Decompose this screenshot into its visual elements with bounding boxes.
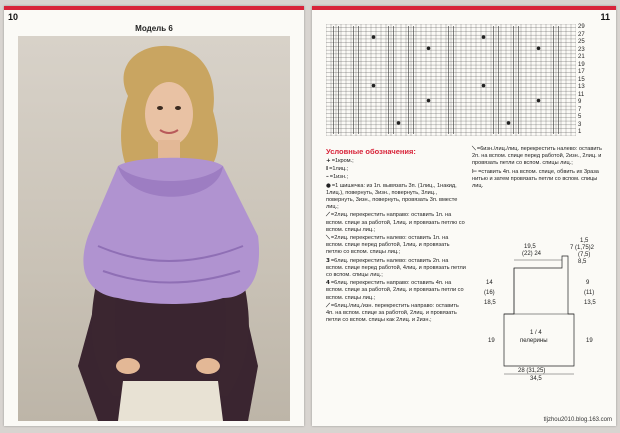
legend-symbol: + — [326, 158, 331, 164]
bobble-mark — [427, 99, 431, 103]
bobble-mark — [537, 46, 541, 50]
legend-symbol: ● — [326, 182, 331, 189]
model-photo — [18, 36, 290, 421]
schema-top-width: 19,5 — [524, 244, 536, 250]
row-number: 23 — [578, 46, 585, 53]
bobble-mark — [482, 35, 486, 39]
left-page-number: 10 — [8, 12, 19, 22]
row-number: 19 — [578, 61, 585, 68]
bobble-mark — [537, 99, 541, 103]
legend-symbol: ⟋ — [326, 212, 330, 219]
schema-right-top: 1,5 — [580, 238, 589, 244]
row-number: 9 — [578, 99, 582, 105]
row-number: 29 — [578, 24, 585, 30]
legend-symbol: 4 — [326, 280, 330, 287]
row-number: 1 — [578, 129, 582, 135]
left-page — [4, 6, 304, 426]
row-number: 27 — [578, 31, 585, 38]
bobble-mark — [482, 84, 486, 88]
legend-column-left — [326, 158, 466, 325]
legend-entry: 3=6лиц. перекрестить налево: оставить 2п. на вспом. спице перед работой, 4лиц. и провязать петли со вспом. спицы лиц.; — [326, 257, 466, 279]
schema-center-label-2: пелерины — [520, 338, 548, 344]
bobble-mark — [372, 35, 376, 39]
bobble-mark — [397, 121, 401, 125]
schema-right-top-3: (7,5) — [578, 252, 591, 258]
bobble-mark — [507, 121, 511, 125]
knitting-chart-grid — [326, 24, 576, 136]
right-page — [312, 6, 616, 426]
legend-symbol: ⊢ — [472, 168, 478, 175]
legend-entry: ⟋=6лиц./лиц./изн. перекрестить направо: оставить 4п. на вспом. спице за работой, 2лиц. и провязать петли со вспом. спицы как 2лиц. и 2изн.; — [326, 302, 459, 324]
row-number: 13 — [578, 84, 585, 90]
legend-entry: ⟋=2лиц. перекрестить направо: оставить 1п. на вспом. спице за работой, 1лиц. и провязать петлю со вспом. спицы лиц.; — [326, 212, 465, 233]
legend-column-right — [472, 146, 608, 191]
schema-right-height: 9 — [586, 280, 590, 286]
schema-left-low: 19 — [488, 338, 495, 344]
legend-symbol: ⟍ — [472, 146, 476, 152]
schema-top-width-sizes: (22) 24 — [522, 251, 542, 257]
right-header-bar — [312, 6, 616, 10]
schema-left-height: 14 — [486, 280, 493, 286]
knitting-chart — [326, 24, 594, 136]
schema-left-height-2: (16) — [484, 290, 495, 296]
right-page-number: 11 — [600, 12, 610, 22]
model-title: Модель 6 — [135, 24, 173, 33]
schema-center-label: 1 / 4 — [530, 330, 542, 336]
legend-entry: 4=6лиц. перекрестить направо: оставить 4п. на вспом. спице за работой, 2лиц. и провязать петли со вспом. спицы лиц.; — [326, 280, 464, 301]
row-number: 11 — [578, 91, 585, 98]
schema-right-height-3: 13,5 — [584, 300, 596, 306]
model-photo-illustration — [18, 36, 290, 421]
schema-bottom-width: 28 (31,25) — [518, 368, 546, 374]
row-number: 21 — [578, 54, 585, 60]
legend-entry: +=1кром.; — [326, 158, 354, 164]
bobble-mark — [427, 46, 431, 50]
row-number: 15 — [578, 76, 585, 83]
legend-symbol: I — [326, 166, 329, 173]
legend-symbol: – — [326, 174, 329, 181]
left-header-bar — [4, 6, 304, 10]
legend-symbol: 3 — [326, 257, 330, 264]
schema-left-height-3: 18,5 — [484, 300, 496, 306]
schema-right-top-4: 8,5 — [578, 259, 587, 265]
row-number: 7 — [578, 106, 582, 113]
schema-right-top-2: 7 (1,75)2 — [570, 245, 595, 251]
row-number: 25 — [578, 39, 585, 45]
legend-entry: ⊢=ставить 4п. на вспом. спице, обвить их 3раза нитью и затем провязать петли со вспом. спицы лиц. — [472, 168, 599, 190]
legend-entry: ●=1 шишечка: из 1п. вывязать 3п. (1лиц., 1накид, 1лиц.), повернуть, 3изн., повернуть, 3лиц., повернуть, 3изн., повернуть, провязать 3п. вместе лиц.; — [326, 182, 458, 211]
row-number: 17 — [578, 69, 585, 75]
schema-bottom-width-2: 34,5 — [530, 376, 542, 382]
legend-symbol: ⟍ — [326, 235, 330, 242]
row-number: 5 — [578, 114, 582, 120]
schema-right-low: 19 — [586, 338, 593, 344]
schema-right-height-2: (11) — [584, 290, 595, 296]
legend-entry: ⟍=6изн./лиц./лиц. перекрестить налево: оставить 2п. на вспом. спице перед работой, 2изн., 2лиц. и провязать петли со вспом. спицы лиц.; — [472, 146, 602, 167]
chart-row-numbers — [578, 24, 594, 136]
legend-entry: I=1лиц.; — [326, 166, 349, 173]
legend-title: Условные обозначения: — [326, 147, 416, 156]
watermark: tljzhou2010.blog.163.com — [543, 417, 612, 423]
legend-entry: ⟍=2лиц. перекрестить налево: оставить 1п. на вспом. спице перед работой, 1лиц. и провязать петлю со вспом. спицы лиц.; — [326, 235, 450, 256]
row-number: 3 — [578, 121, 582, 128]
legend-symbol: ⟋ — [326, 302, 330, 309]
pattern-schema — [484, 238, 604, 394]
bobble-mark — [372, 84, 376, 88]
legend-entry: –=1изн.; — [326, 174, 349, 181]
